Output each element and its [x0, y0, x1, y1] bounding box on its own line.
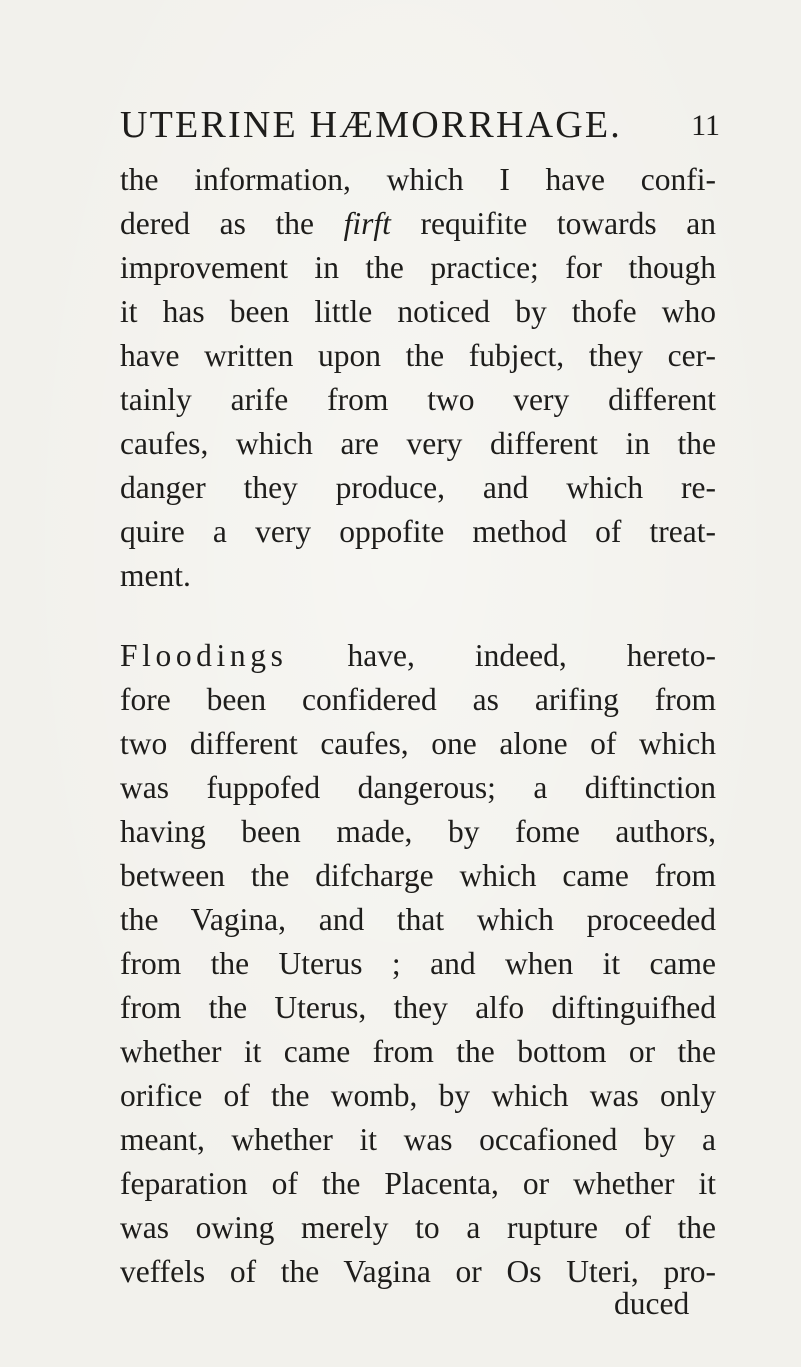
- text-line: meant, whether it was occafioned by a: [120, 1122, 716, 1157]
- catchword: duced: [614, 1286, 690, 1321]
- text-fragment: dered as the: [120, 206, 344, 241]
- text-line: feparation of the Placenta, or whether it: [120, 1166, 716, 1201]
- text-line: having been made, by fome authors,: [120, 814, 716, 849]
- text-line: two different caufes, one alone of which: [120, 726, 716, 761]
- text-line: danger they produce, and which re-: [120, 470, 716, 505]
- text-line: it has been little noticed by thofe who: [120, 294, 716, 329]
- text-line: orifice of the womb, by which was only: [120, 1078, 716, 1113]
- text-line: improvement in the practice; for though: [120, 250, 716, 285]
- small-caps-word: Floodings: [120, 638, 288, 673]
- text-line: [120, 634, 716, 678]
- text-line: fore been confidered as arifing from: [120, 682, 716, 717]
- text-line: veffels of the Vagina or Os Uteri, pro-: [120, 1254, 716, 1289]
- text-line: [120, 202, 716, 246]
- text-line: between the difcharge which came from: [120, 858, 716, 893]
- text-line: ment.: [120, 558, 191, 593]
- text-line: from the Uterus, they alfo diftinguifhed: [120, 990, 716, 1025]
- text-line: from the Uterus ; and when it came: [120, 946, 716, 981]
- page-number: 11: [691, 109, 720, 142]
- text-line: tainly arife from two very different: [120, 382, 716, 417]
- italic-word: firft: [343, 206, 391, 241]
- text-line: whether it came from the bottom or the: [120, 1034, 716, 1069]
- text-line: was owing merely to a rupture of the: [120, 1210, 716, 1245]
- page-header: [120, 102, 720, 148]
- text-line: the information, which I have confi-: [120, 162, 716, 197]
- text-fragment: have, indeed, hereto-: [287, 638, 716, 673]
- text-line: the Vagina, and that which proceeded: [120, 902, 716, 937]
- text-line: caufes, which are very different in the: [120, 426, 716, 461]
- running-head: UTERINE HÆMORRHAGE.: [120, 104, 623, 146]
- text-line: have written upon the fubject, they cer-: [120, 338, 716, 373]
- text-line: quire a very oppofite method of treat-: [120, 514, 716, 549]
- text-fragment: requifite towards an: [390, 206, 716, 241]
- text-line: was fuppofed dangerous; a diftinction: [120, 770, 716, 805]
